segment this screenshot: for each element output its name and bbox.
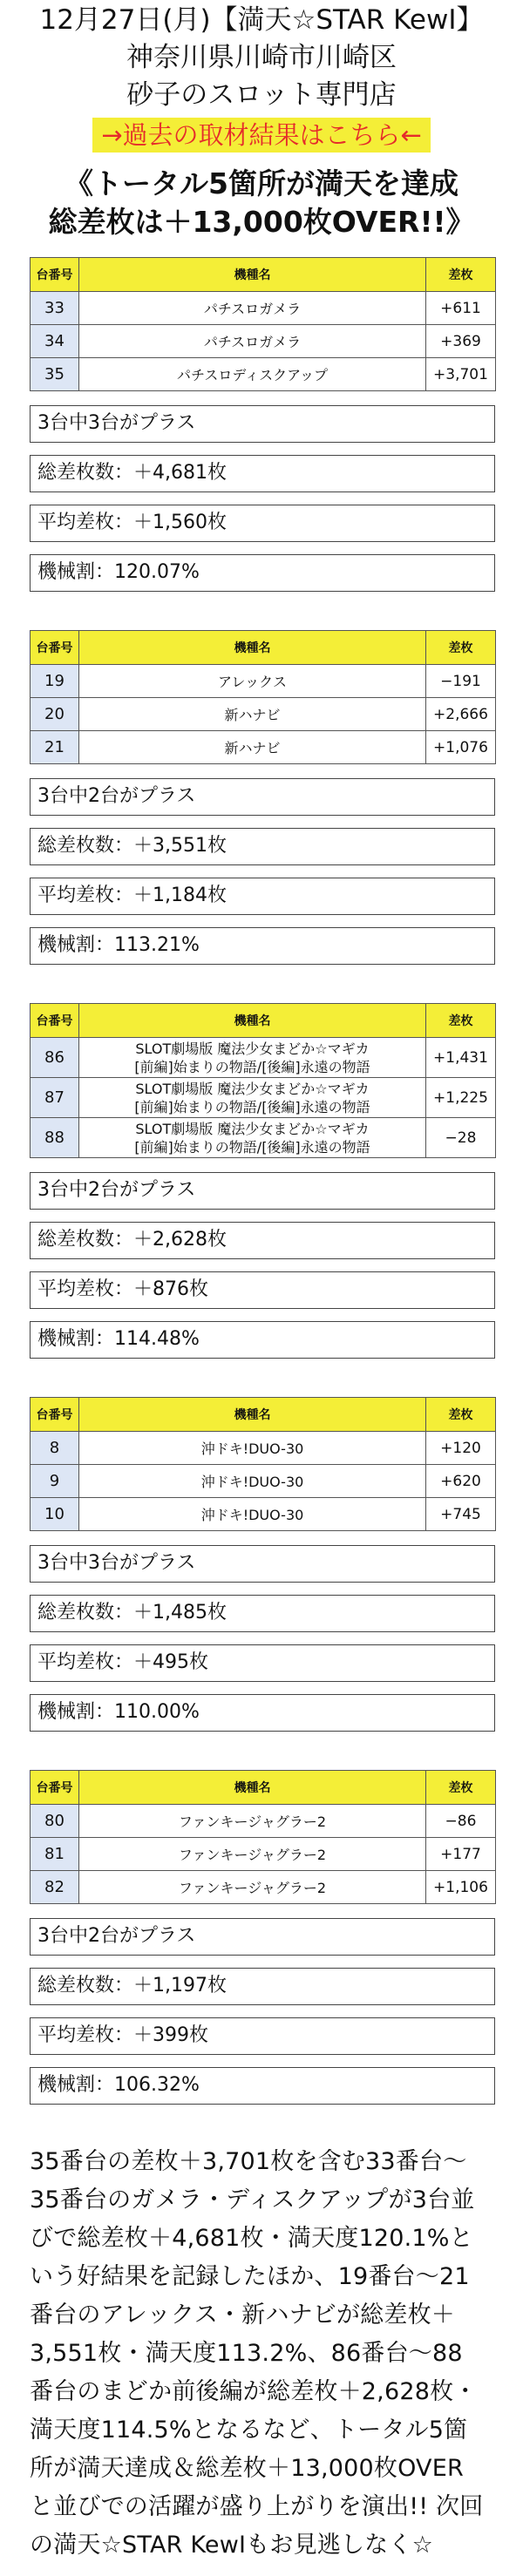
machine-name xyxy=(79,1118,426,1158)
summary-line: びで総差枚＋4,681枚・満天度120.1%と xyxy=(30,2225,473,2252)
average-diff: 平均差枚：＋1,184枚 xyxy=(30,878,495,915)
table-row xyxy=(31,1038,496,1078)
total-diff: 総差枚数：＋2,628枚 xyxy=(30,1222,495,1259)
machine-diff: −191 xyxy=(426,665,496,698)
machine-diff: +1,431 xyxy=(426,1038,496,1078)
machine-number: 87 xyxy=(31,1078,79,1118)
past-results-link[interactable]: →過去の取材結果はこちら← xyxy=(92,118,431,153)
machine-diff: +620 xyxy=(426,1465,496,1498)
machine-name-line-1: SLOT劇場版 魔法少女まどか☆マギカ xyxy=(135,1040,370,1057)
result-headline xyxy=(0,165,523,241)
machine-number: 33 xyxy=(31,292,79,325)
table-row xyxy=(31,358,496,391)
machine-name: 沖ドキ!DUO-30 xyxy=(79,1465,426,1498)
header-number: 台番号 xyxy=(31,258,79,292)
machine-number: 81 xyxy=(31,1838,79,1871)
table-row xyxy=(31,325,496,358)
table-row xyxy=(31,731,496,764)
table-row xyxy=(31,665,496,698)
header-date-title: 12月27日(月)【満天☆STAR KewI】 xyxy=(39,4,484,36)
header-diff: 差枚 xyxy=(426,1771,496,1805)
machine-name: 新ハナビ xyxy=(79,731,426,764)
total-diff: 総差枚数：＋1,197枚 xyxy=(30,1968,495,2005)
header-diff: 差枚 xyxy=(426,1004,496,1038)
machine-table xyxy=(30,1397,496,1531)
header-number: 台番号 xyxy=(31,1398,79,1432)
average-diff: 平均差枚：＋495枚 xyxy=(30,1644,495,1682)
machine-name: パチスロディスクアップ xyxy=(79,358,426,391)
total-diff: 総差枚数：＋4,681枚 xyxy=(30,455,495,492)
machine-diff: +3,701 xyxy=(426,358,496,391)
machine-number: 35 xyxy=(31,358,79,391)
machine-name-line-2: [前編]始まりの物語/[後編]永遠の物語 xyxy=(134,1138,370,1156)
machine-number: 10 xyxy=(31,1498,79,1531)
payout-rate: 機械割：120.07% xyxy=(30,554,495,592)
table-row xyxy=(31,292,496,325)
machine-diff: +1,225 xyxy=(426,1078,496,1118)
machine-name xyxy=(79,1078,426,1118)
average-diff: 平均差枚：＋399枚 xyxy=(30,2017,495,2055)
summary-line: 35番台の差枚＋3,701枚を含む33番台〜 xyxy=(30,2148,467,2175)
summary-paragraph xyxy=(30,2143,502,2565)
machine-table xyxy=(30,1003,496,1158)
result-section-5 xyxy=(30,1770,495,2105)
machine-name: 沖ドキ!DUO-30 xyxy=(79,1498,426,1531)
average-diff: 平均差枚：＋876枚 xyxy=(30,1271,495,1309)
header-store-type: 砂子のスロット専門店 xyxy=(126,79,397,111)
header-diff: 差枚 xyxy=(426,631,496,665)
header-machine: 機種名 xyxy=(79,631,426,665)
header-number: 台番号 xyxy=(31,631,79,665)
machine-diff: +369 xyxy=(426,325,496,358)
machine-name: ファンキージャグラー2 xyxy=(79,1805,426,1838)
machine-diff: +745 xyxy=(426,1498,496,1531)
machine-number: 86 xyxy=(31,1038,79,1078)
table-header-row xyxy=(31,631,496,665)
header-machine: 機種名 xyxy=(79,1004,426,1038)
table-header-row xyxy=(31,1771,496,1805)
machine-name: ファンキージャグラー2 xyxy=(79,1838,426,1871)
machine-table xyxy=(30,630,496,764)
plus-count: 3台中2台がプラス xyxy=(30,1172,495,1210)
plus-count: 3台中3台がプラス xyxy=(30,405,495,443)
payout-rate: 機械割：114.48% xyxy=(30,1321,495,1359)
table-row xyxy=(31,1465,496,1498)
header-location: 神奈川県川崎市川崎区 xyxy=(126,42,397,73)
machine-number: 8 xyxy=(31,1432,79,1465)
payout-rate: 機械割：106.32% xyxy=(30,2067,495,2105)
summary-line: 3,551枚・満天度113.2%、86番台〜88 xyxy=(30,2340,463,2367)
payout-rate: 機械割：113.21% xyxy=(30,927,495,965)
plus-count: 3台中3台がプラス xyxy=(30,1545,495,1583)
summary-line: 満天度114.5%となるなど、トータル5箇 xyxy=(30,2417,468,2444)
header-machine: 機種名 xyxy=(79,1771,426,1805)
machine-number: 82 xyxy=(31,1871,79,1904)
past-results-link-wrap xyxy=(0,118,523,153)
plus-count: 3台中2台がプラス xyxy=(30,778,495,816)
machine-table xyxy=(30,257,496,391)
table-header-row xyxy=(31,1398,496,1432)
header-machine: 機種名 xyxy=(79,1398,426,1432)
header-number: 台番号 xyxy=(31,1004,79,1038)
plus-count: 3台中2台がプラス xyxy=(30,1918,495,1956)
machine-name xyxy=(79,1038,426,1078)
header-diff: 差枚 xyxy=(426,258,496,292)
machine-name-line-1: SLOT劇場版 魔法少女まどか☆マギカ xyxy=(135,1120,370,1137)
table-row xyxy=(31,1805,496,1838)
summary-line: と並びでの活躍が盛り上がりを演出!! 次回 xyxy=(30,2493,484,2520)
summary-line: 35番台のガメラ・ディスクアップが3台並 xyxy=(30,2186,475,2213)
machine-number: 20 xyxy=(31,698,79,731)
result-section-2 xyxy=(30,630,495,965)
summary-line: 所が満天達成＆総差枚＋13,000枚OVER xyxy=(30,2455,464,2482)
result-section-4 xyxy=(30,1397,495,1732)
machine-number: 88 xyxy=(31,1118,79,1158)
article-header xyxy=(0,0,523,114)
machine-diff: −86 xyxy=(426,1805,496,1838)
summary-line: の満天☆STAR KewIもお見逃しなく☆ xyxy=(30,2532,433,2559)
headline-line-2: 総差枚は＋13,000枚OVER!!》 xyxy=(48,205,475,239)
machine-number: 19 xyxy=(31,665,79,698)
header-diff: 差枚 xyxy=(426,1398,496,1432)
summary-line: 番台のまどか前後編が総差枚＋2,628枚・ xyxy=(30,2378,478,2405)
result-section-1 xyxy=(30,257,495,592)
machine-number: 80 xyxy=(31,1805,79,1838)
table-row xyxy=(31,1498,496,1531)
table-row xyxy=(31,1078,496,1118)
machine-diff: +120 xyxy=(426,1432,496,1465)
average-diff: 平均差枚：＋1,560枚 xyxy=(30,505,495,542)
table-row xyxy=(31,1118,496,1158)
table-header-row xyxy=(31,258,496,292)
summary-line: いう好結果を記録したほか、19番台〜21 xyxy=(30,2263,470,2290)
machine-name: 沖ドキ!DUO-30 xyxy=(79,1432,426,1465)
payout-rate: 機械割：110.00% xyxy=(30,1694,495,1732)
machine-name: ファンキージャグラー2 xyxy=(79,1871,426,1904)
machine-name-line-2: [前編]始まりの物語/[後編]永遠の物語 xyxy=(134,1098,370,1115)
machine-diff: +2,666 xyxy=(426,698,496,731)
summary-line: 番台のアレックス・新ハナビが総差枚＋ xyxy=(30,2301,455,2329)
machine-diff: +177 xyxy=(426,1838,496,1871)
total-diff: 総差枚数：＋3,551枚 xyxy=(30,828,495,865)
machine-number: 34 xyxy=(31,325,79,358)
headline-line-1: 《トータル5箇所が満天を達成 xyxy=(65,166,458,200)
table-row xyxy=(31,1838,496,1871)
machine-diff: −28 xyxy=(426,1118,496,1158)
table-row xyxy=(31,698,496,731)
machine-name: アレックス xyxy=(79,665,426,698)
header-machine: 機種名 xyxy=(79,258,426,292)
machine-name: パチスロガメラ xyxy=(79,325,426,358)
machine-name-line-1: SLOT劇場版 魔法少女まどか☆マギカ xyxy=(135,1080,370,1097)
machine-name: パチスロガメラ xyxy=(79,292,426,325)
result-section-3 xyxy=(30,1003,495,1359)
machine-diff: +1,076 xyxy=(426,731,496,764)
machine-number: 21 xyxy=(31,731,79,764)
table-row xyxy=(31,1871,496,1904)
machine-name-line-2: [前編]始まりの物語/[後編]永遠の物語 xyxy=(134,1058,370,1075)
machine-number: 9 xyxy=(31,1465,79,1498)
header-number: 台番号 xyxy=(31,1771,79,1805)
total-diff: 総差枚数：＋1,485枚 xyxy=(30,1595,495,1632)
machine-diff: +1,106 xyxy=(426,1871,496,1904)
machine-diff: +611 xyxy=(426,292,496,325)
machine-name: 新ハナビ xyxy=(79,698,426,731)
machine-table xyxy=(30,1770,496,1904)
table-row xyxy=(31,1432,496,1465)
table-header-row xyxy=(31,1004,496,1038)
